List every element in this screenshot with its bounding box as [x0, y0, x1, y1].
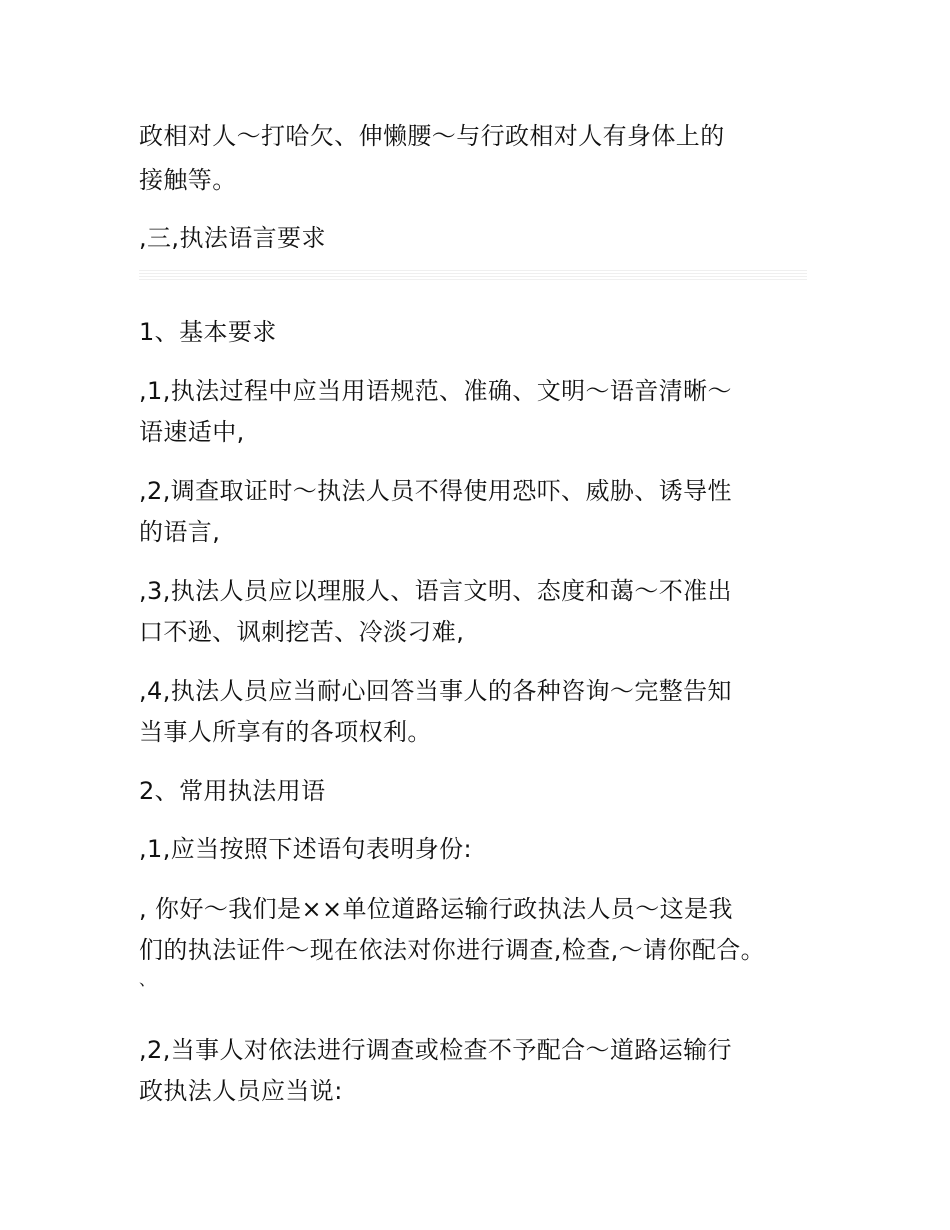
- list-item-line: ,2,当事人对依法进行调查或检查不予配合～道路运输行: [139, 1036, 732, 1064]
- list-item-line: ,2,调查取证时～执法人员不得使用恐吓、威胁、诱导性: [139, 477, 732, 505]
- paragraph-line: 政相对人～打哈欠、伸懒腰～与行政相对人有身体上的: [139, 122, 725, 150]
- list-item-line: 的语言,: [139, 518, 221, 546]
- list-item-line: ,1,执法过程中应当用语规范、准确、文明～语音清晰～: [139, 377, 732, 405]
- list-item-line: 政执法人员应当说:: [139, 1077, 343, 1105]
- quote-line: , 你好～我们是××单位道路运输行政执法人员～这是我: [139, 895, 733, 923]
- list-item-line: 当事人所享有的各项权利。: [139, 718, 432, 746]
- quote-line: 们的执法证件～现在依法对你进行调查,检查,～请你配合。: [139, 936, 766, 964]
- list-item-line: ,1,应当按照下述语句表明身份:: [139, 835, 473, 863]
- section-divider: [139, 270, 807, 280]
- list-item-line: 口不逊、讽刺挖苦、冷淡刁难,: [139, 618, 465, 646]
- list-item-line: ,4,执法人员应当耐心回答当事人的各种咨询～完整告知: [139, 677, 732, 705]
- list-item-line: 语速适中,: [139, 418, 245, 446]
- paragraph-line: 接触等。: [139, 166, 237, 194]
- list-item-line: ,3,执法人员应以理服人、语言文明、态度和蔼～不准出: [139, 577, 732, 605]
- subsection-heading: 1、基本要求: [139, 318, 277, 346]
- quote-line: 、: [139, 970, 156, 989]
- section-heading: ,三,执法语言要求: [139, 224, 326, 252]
- subsection-heading: 2、常用执法用语: [139, 777, 326, 805]
